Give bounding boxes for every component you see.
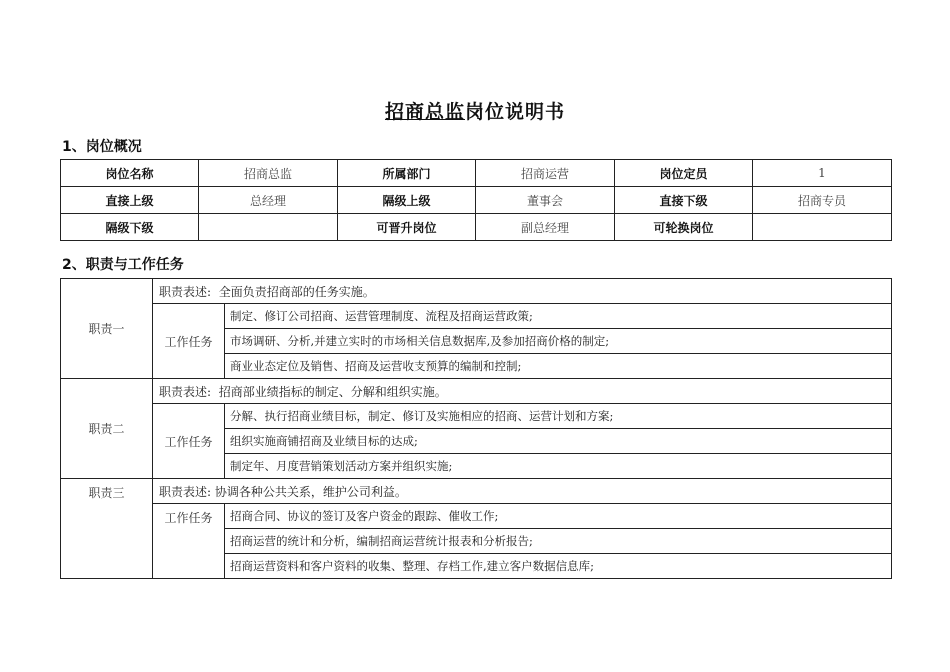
- table-row: [61, 214, 892, 241]
- overview-table: [60, 159, 892, 241]
- value-cell: 招商运营: [476, 160, 615, 187]
- duty-desc-label: 职责表述:: [159, 484, 212, 499]
- table-row: [61, 379, 892, 404]
- duty-desc-text: 招商部业绩指标的制定、分解和组织实施。: [218, 384, 447, 399]
- duty-desc-label: 职责表述:: [159, 284, 212, 299]
- value-cell: [199, 214, 338, 241]
- duties-table: [60, 278, 892, 579]
- section-heading-duties: 2、职责与工作任务: [62, 257, 184, 273]
- duty-desc-text: 全面负责招商部的任务实施。: [218, 284, 375, 299]
- task-item: 招商合同、协议的签订及客户资金的跟踪、催收工作;: [225, 504, 892, 529]
- duty-desc-text: 协调各种公共关系，维护公司利益。: [214, 484, 407, 499]
- value-cell: 招商总监: [199, 160, 338, 187]
- task-item: 制定、修订公司招商、运营管理制度、流程及招商运营政策;: [225, 304, 892, 329]
- table-row: [61, 304, 892, 329]
- label-cell: 所属部门: [338, 160, 476, 187]
- label-cell: 可晋升岗位: [338, 214, 476, 241]
- label-cell: 隔级下级: [61, 214, 199, 241]
- task-item: 市场调研、分析,并建立实时的市场相关信息数据库,及参加招商价格的制定;: [225, 329, 892, 354]
- task-item: 制定年、月度营销策划活动方案并组织实施;: [225, 454, 892, 479]
- task-item: 招商运营资料和客户资料的收集、整理、存档工作,建立客户数据信息库;: [225, 554, 892, 579]
- value-cell: 董事会: [476, 187, 615, 214]
- duty-description: [153, 479, 892, 504]
- table-row: [61, 479, 892, 504]
- table-row: [61, 279, 892, 304]
- task-item: 组织实施商铺招商及业绩目标的达成;: [225, 429, 892, 454]
- duty-name: 职责一: [61, 279, 153, 379]
- table-row: [61, 404, 892, 429]
- value-cell: 总经理: [199, 187, 338, 214]
- table-row: [61, 160, 892, 187]
- label-cell: 隔级上级: [338, 187, 476, 214]
- duty-name: 职责二: [61, 379, 153, 479]
- title-underlined-part: 招商总监: [384, 101, 465, 123]
- task-item: 招商运营的统计和分析，编制招商运营统计报表和分析报告;: [225, 529, 892, 554]
- value-cell: 招商专员: [753, 187, 892, 214]
- label-cell: 直接下级: [615, 187, 753, 214]
- page-title: [0, 97, 950, 124]
- task-label: 工作任务: [153, 404, 225, 479]
- label-cell: 岗位定员: [615, 160, 753, 187]
- task-label: 工作任务: [153, 304, 225, 379]
- duty-description: [153, 279, 892, 304]
- value-cell: 副总经理: [476, 214, 615, 241]
- section-heading-overview: 1、岗位概况: [62, 139, 142, 155]
- label-cell: 岗位名称: [61, 160, 199, 187]
- task-item: 商业业态定位及销售、招商及运营收支预算的编制和控制;: [225, 354, 892, 379]
- duty-desc-label: 职责表述:: [159, 384, 212, 399]
- title-rest: 岗位说明书: [465, 101, 566, 123]
- table-row: [61, 504, 892, 529]
- label-cell: 可轮换岗位: [615, 214, 753, 241]
- value-cell: [753, 214, 892, 241]
- label-cell: 直接上级: [61, 187, 199, 214]
- duty-name: 职责三: [61, 479, 153, 579]
- duty-description: [153, 379, 892, 404]
- table-row: [61, 187, 892, 214]
- task-label: 工作任务: [153, 504, 225, 579]
- task-item: 分解、执行招商业绩目标，制定、修订及实施相应的招商、运营计划和方案;: [225, 404, 892, 429]
- value-cell: 1: [753, 160, 892, 187]
